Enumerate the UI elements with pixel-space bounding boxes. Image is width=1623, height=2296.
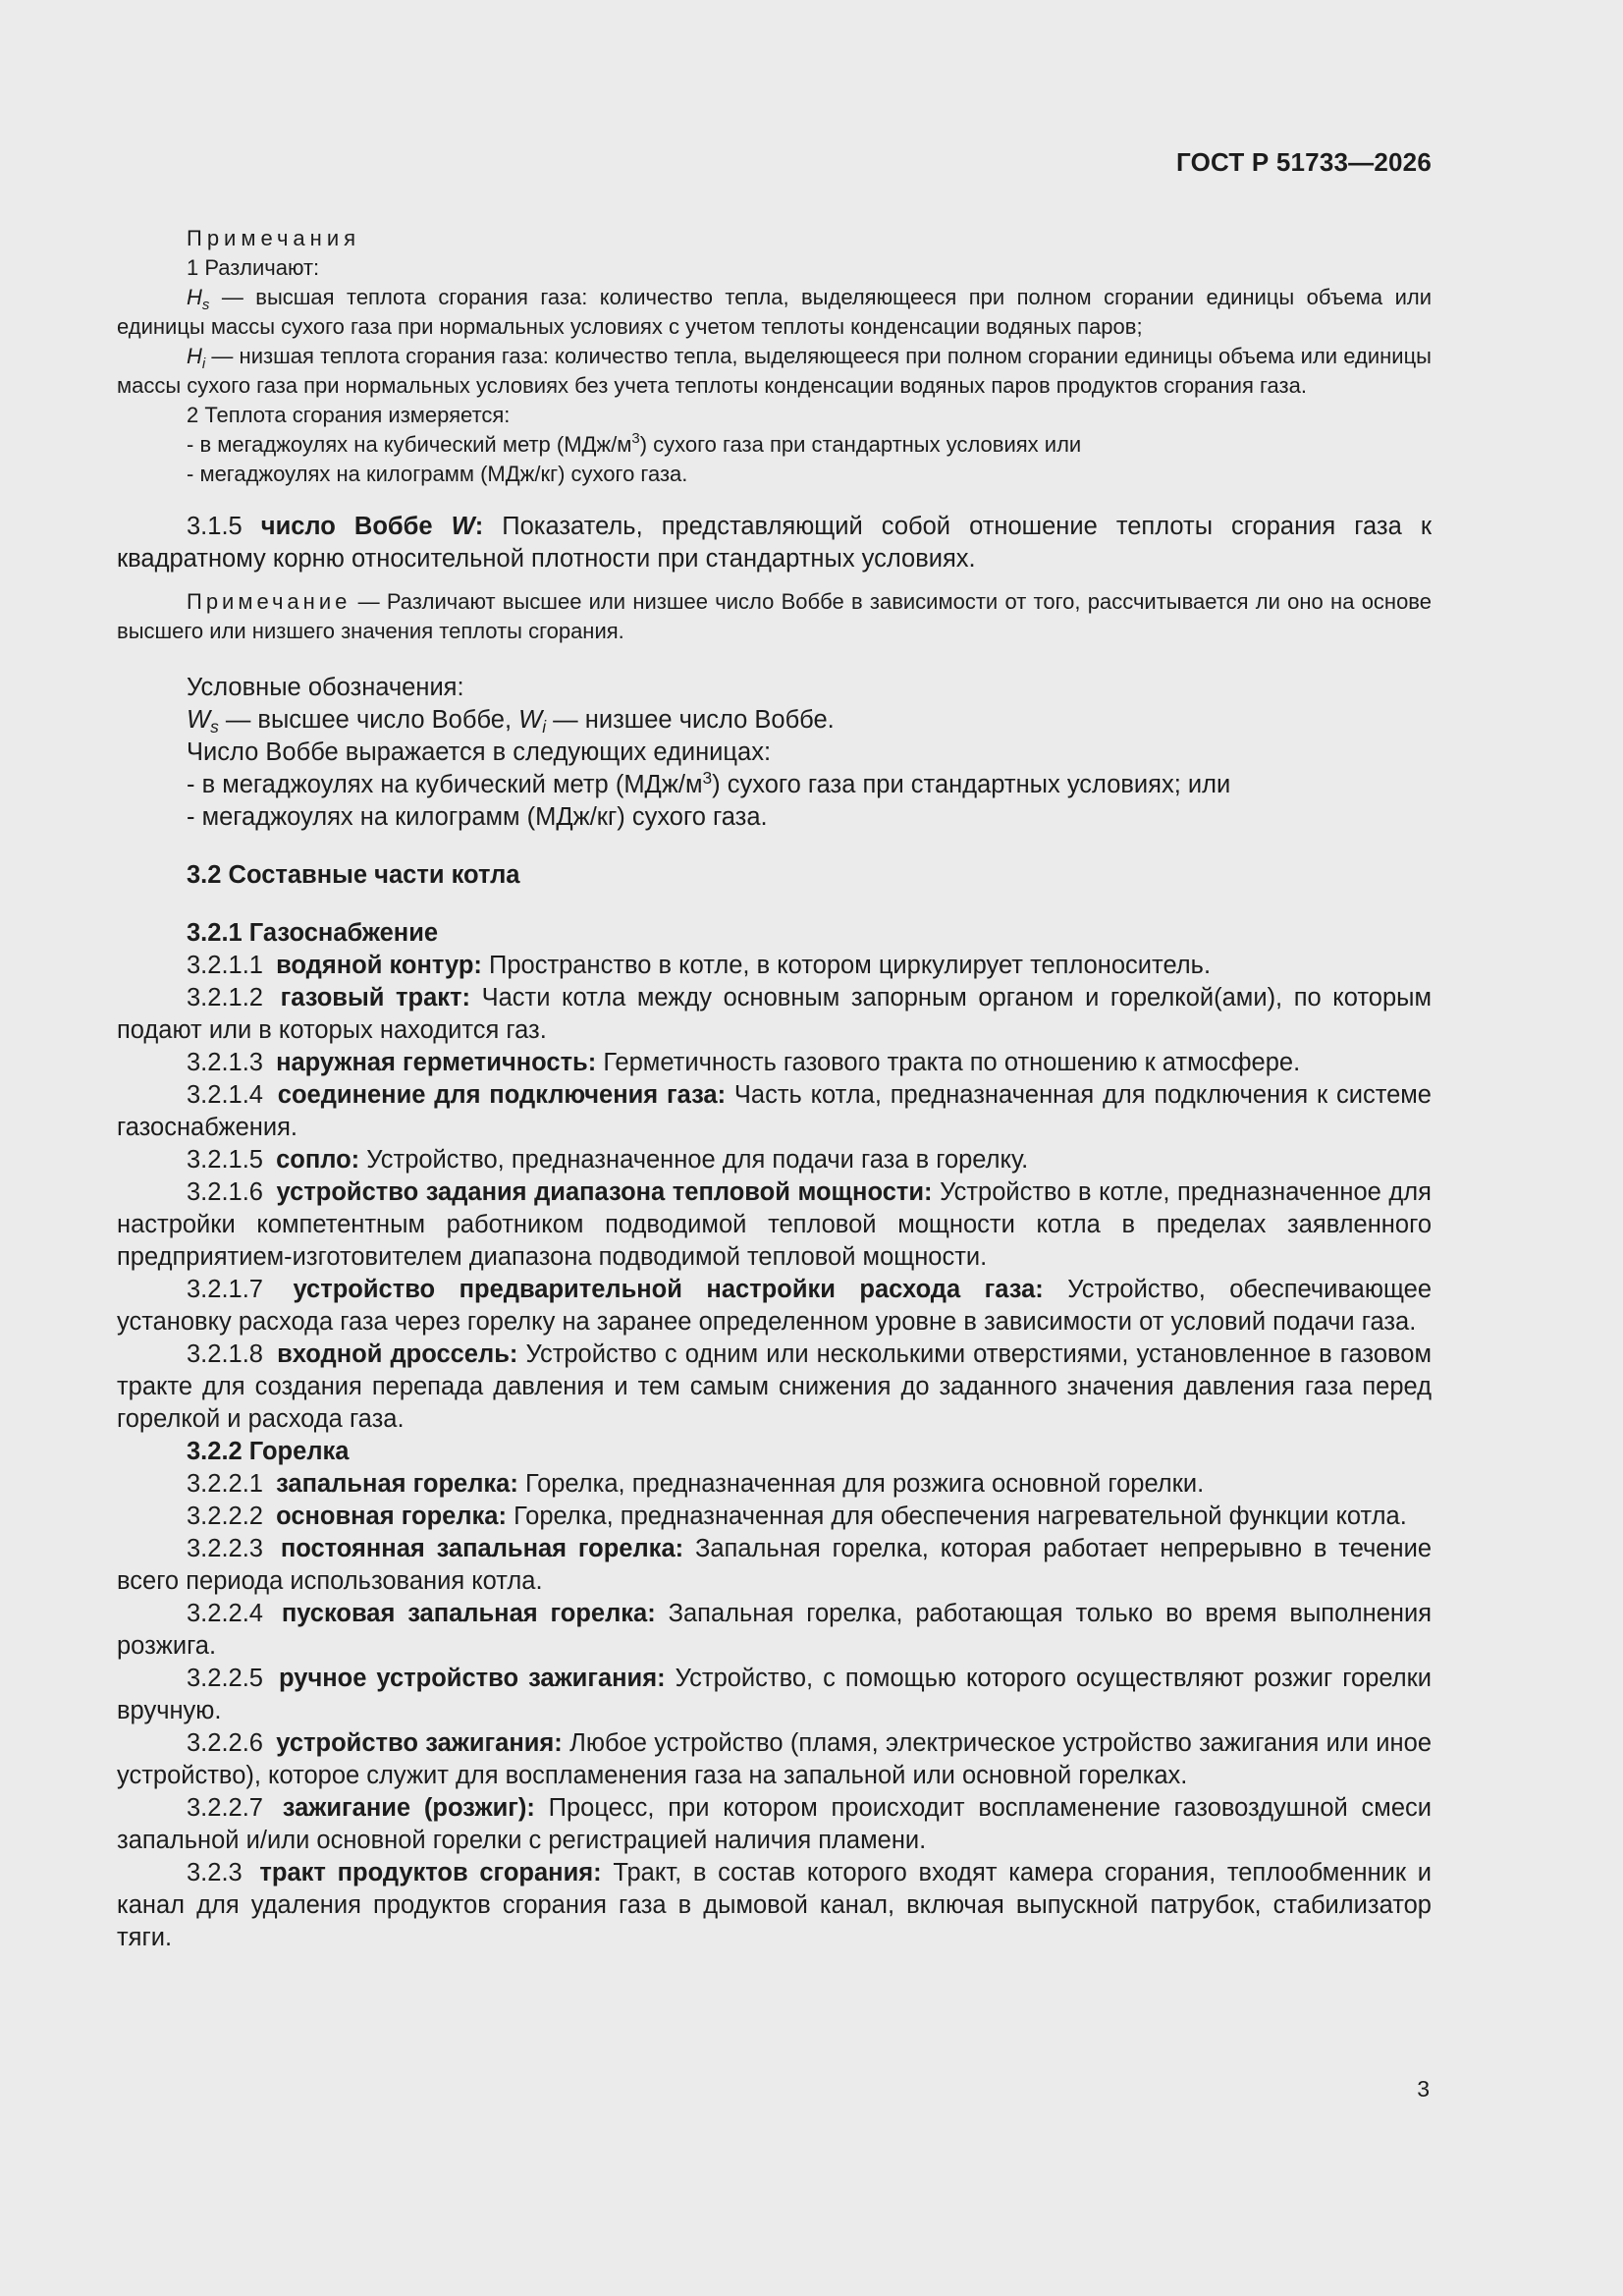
definition-text: Горелка, предназначенная для розжига основной горелки. (524, 1470, 1205, 1498)
note-2-bullet-1 (117, 430, 1432, 460)
definition-item (117, 1274, 1432, 1339)
wi-text: — низшее число Воббе. (546, 706, 835, 734)
definition-text: Показатель, представляющий собой отношение теплоты сгорания газа к квадратному корню относительной плотности при стандартных условиях. (117, 513, 1432, 573)
clause-number: 3.2.1.8 (187, 1340, 263, 1368)
clause-number: 3.2.2.4 (187, 1600, 263, 1627)
definition-text: Устройство, обеспечивающее установку расхода газа через горелку на заранее определенном уровне в зависимости от условий подачи газа. (117, 1276, 1433, 1336)
hi-symbol: H (187, 344, 202, 368)
notes-heading: Примечания (187, 226, 361, 250)
definitions-3-2-2 (117, 1468, 1432, 1857)
definition-text: Процесс, при котором происходит воспламенение газовоздушной смеси запальной и/или основной горелки с регистрацией наличия пламени. (117, 1794, 1433, 1854)
term: устройство задания диапазона тепловой мощности: (276, 1178, 933, 1206)
section-title: 3.2 Составные части котла (187, 861, 520, 889)
document-header: ГОСТ Р 51733—2026 (1176, 147, 1432, 177)
hs-subscript: s (201, 297, 210, 313)
definition-item (117, 1792, 1432, 1857)
clause-number: 3.2.1.1 (187, 952, 263, 979)
clause-number: 3.2.1.7 (187, 1276, 263, 1303)
ws-subscript: s (210, 717, 219, 737)
bullet-text: - в мегаджоулях на кубический метр (МДж/м (187, 771, 703, 798)
clause-number: 3.2.1.4 (187, 1081, 263, 1109)
definition-item (117, 1663, 1432, 1727)
term: устройство предварительной настройки расхода газа: (293, 1276, 1044, 1303)
clause-number: 3.2.1.5 (187, 1146, 263, 1174)
bullet-text: ) сухого газа при стандартных условиях; или (712, 771, 1231, 798)
bullet-text: - в мегаджоулях на кубический метр (МДж/м (187, 432, 632, 457)
legend-heading: Условные обозначения: (187, 674, 464, 701)
note-1-intro: 1 Различают: (187, 255, 320, 280)
clause-number: 3.2.1.3 (187, 1049, 263, 1076)
definition-text: Горелка, предназначенная для обеспечения нагревательной функции котла. (514, 1503, 1407, 1530)
term: водяной контур: (276, 952, 482, 979)
definition-item (117, 982, 1432, 1047)
term: тракт продуктов сгорания: (259, 1859, 602, 1886)
definition-text: Герметичность газового тракта по отношению к атмосфере. (603, 1049, 1301, 1076)
note-dash: — (351, 589, 387, 614)
term (261, 513, 483, 540)
definition-item (117, 1501, 1432, 1533)
clause-number: 3.2.1.2 (187, 984, 263, 1011)
bullet-text: ) сухого газа при стандартных условиях или (639, 432, 1082, 457)
note-text: Различают высшее или низшее число Воббе в зависимости от того, рассчитывается ли оно на основе высшего или низшего значения теплоты сгорания. (117, 589, 1432, 643)
superscript: 3 (631, 430, 640, 447)
definition-text: Устройство, предназначенное для подачи газа в горелку. (366, 1146, 1029, 1174)
wobbe-note (117, 587, 1432, 646)
term: пусковая запальная горелка: (281, 1600, 656, 1627)
definition-text: Устройство в котле, предназначенное для настройки компетентным работником подводимой тепловой мощности котла в пределах заявленного предприятием-изготовителем диапазона подводимой тепловой мощности. (117, 1178, 1432, 1271)
definition-item (117, 1144, 1432, 1176)
legend-symbols (117, 704, 1432, 737)
definition-item (117, 1339, 1432, 1436)
definition-text: Тракт, в состав которого входят камера сгорания, теплообменник и канал для удаления продуктов сгорания газа в дымовой канал, включая выпускной патрубок, стабилизатор тяги. (117, 1859, 1433, 1951)
definition-text: Устройство, с помощью которого осуществляют розжиг горелки вручную. (117, 1665, 1432, 1724)
clause-number: 3.2.1.6 (187, 1178, 263, 1206)
term: сопло: (276, 1146, 360, 1174)
note-label: Примечание (187, 589, 352, 614)
definition-text: Запальная горелка, которая работает непрерывно в течение всего периода использования котла. (117, 1535, 1432, 1595)
term: устройство зажигания: (276, 1729, 563, 1757)
section-3-2-1-heading (117, 917, 1432, 950)
hs-symbol: H (187, 285, 202, 309)
page-content (117, 224, 1432, 1954)
section-title: 3.2.2 Горелка (187, 1438, 350, 1465)
units-bullet-1 (117, 769, 1432, 801)
definition-item (117, 1533, 1432, 1598)
section-3-2-2-heading (117, 1436, 1432, 1468)
units-bullet-2: - мегаджоулях на килограмм (МДж/кг) сухого газа. (187, 803, 768, 831)
term: постоянная запальная горелка: (280, 1535, 684, 1562)
note-hi-definition (117, 342, 1432, 401)
clause-number: 3.2.3 (187, 1859, 243, 1886)
clause-number: 3.2.2.2 (187, 1503, 263, 1530)
section-3-2-heading (117, 859, 1432, 892)
term: газовый тракт: (280, 984, 471, 1011)
hi-subscript: i (201, 355, 206, 372)
hi-text: — низшая теплота сгорания газа: количество тепла, выделяющееся при полном сгорании единицы объема или единицы массы сухого газа при нормальных условиях без учета теплоты конденсации водяных паров продуктов сгорания газа. (117, 344, 1432, 398)
definitions-3-2-1 (117, 950, 1432, 1436)
term-colon: : (474, 513, 484, 540)
notes-block (117, 224, 1432, 489)
definition-item (117, 1727, 1432, 1792)
wi-subscript: i (542, 717, 547, 737)
ws-symbol: W (187, 706, 211, 734)
page-number: 3 (1417, 2076, 1430, 2102)
term: наружная герметичность: (276, 1049, 597, 1076)
ws-text: — высшее число Воббе, (218, 706, 519, 734)
term: входной дроссель: (277, 1340, 518, 1368)
clause-number: 3.2.2.7 (187, 1794, 263, 1822)
term: основная горелка: (276, 1503, 507, 1530)
definition-text: Запальная горелка, работающая только во время выполнения розжига. (117, 1600, 1433, 1660)
definition-text: Устройство с одним или несколькими отверстиями, установленное в газовом тракте для создания перепада давления и тем самым снижения до заданного значения давления газа перед горелкой и расхода газа. (117, 1340, 1432, 1433)
definition-item (117, 1047, 1432, 1079)
note-2-intro: 2 Теплота сгорания измеряется: (187, 403, 511, 427)
legend-block (117, 672, 1432, 834)
units-intro: Число Воббе выражается в следующих единицах: (187, 738, 772, 766)
definition-item (117, 1176, 1432, 1274)
clause-number: 3.1.5 (187, 513, 261, 540)
wi-symbol: W (518, 706, 543, 734)
definition-text: Часть котла, предназначенная для подключения к системе газоснабжения. (117, 1081, 1432, 1141)
term: запальная горелка: (276, 1470, 518, 1498)
definition-3-2-3 (117, 1857, 1432, 1954)
definition-text: Любое устройство (пламя, электрическое устройство зажигания или иное устройство), которое служит для воспламенения газа на запальной или основной горелках. (117, 1729, 1432, 1789)
term-text: число Воббе (260, 513, 452, 540)
superscript: 3 (702, 768, 713, 788)
definition-text: Части котла между основным запорным органом и горелкой(ами), по которым подают или в которых находится газ. (117, 984, 1432, 1044)
note-2-bullet-2: - мегаджоулях на килограмм (МДж/кг) сухого газа. (187, 462, 688, 486)
term: соединение для подключения газа: (277, 1081, 727, 1109)
clause-number: 3.2.2.1 (187, 1470, 263, 1498)
clause-number: 3.2.2.3 (187, 1535, 263, 1562)
hs-text: — высшая теплота сгорания газа: количество тепла, выделяющееся при полном сгорании единицы объема или единицы массы сухого газа при нормальных условиях с учетом теплоты конденсации водяных паров; (117, 285, 1432, 339)
term-symbol: W (451, 513, 475, 540)
clause-number: 3.2.2.6 (187, 1729, 263, 1757)
term: ручное устройство зажигания: (279, 1665, 666, 1692)
definition-3-1-5 (117, 511, 1432, 575)
clause-number: 3.2.2.5 (187, 1665, 263, 1692)
definition-item (117, 1598, 1432, 1663)
definition-item (117, 950, 1432, 982)
section-title: 3.2.1 Газоснабжение (187, 919, 439, 947)
definition-text: Пространство в котле, в котором циркулирует теплоноситель. (489, 952, 1212, 979)
term: зажигание (розжиг): (282, 1794, 535, 1822)
definition-item (117, 1468, 1432, 1501)
definition-item (117, 1079, 1432, 1144)
note-hs-definition (117, 283, 1432, 342)
